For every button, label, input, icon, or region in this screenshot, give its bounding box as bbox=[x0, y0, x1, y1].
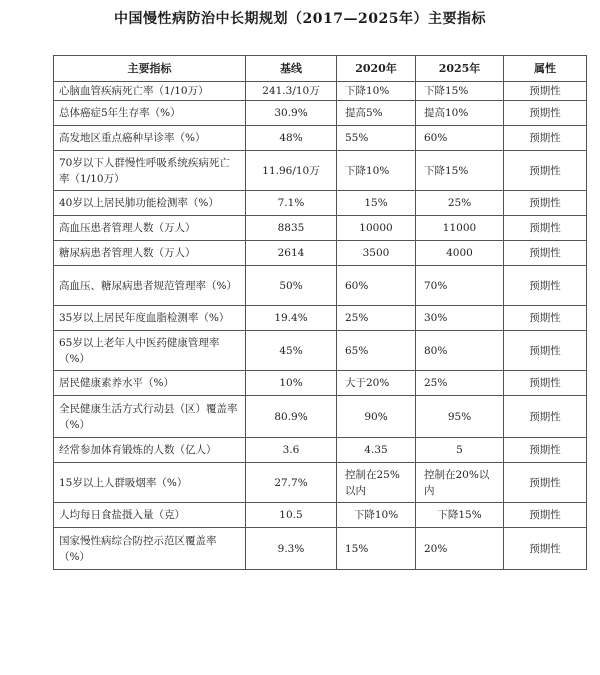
cell-attribute: 预期性 bbox=[504, 528, 587, 570]
cell-attribute: 预期性 bbox=[504, 306, 587, 331]
cell-baseline: 8835 bbox=[246, 216, 337, 241]
cell-2025: 60% bbox=[416, 126, 504, 151]
header-indicator: 主要指标 bbox=[54, 56, 246, 82]
table-row bbox=[54, 503, 587, 528]
cell-2020: 90% bbox=[337, 396, 416, 438]
cell-indicator: 高发地区重点癌种早诊率（%） bbox=[54, 126, 246, 151]
cell-attribute: 预期性 bbox=[504, 151, 587, 191]
cell-baseline: 80.9% bbox=[246, 396, 337, 438]
cell-baseline: 50% bbox=[246, 266, 337, 306]
cell-attribute: 预期性 bbox=[504, 463, 587, 503]
cell-baseline: 10.5 bbox=[246, 503, 337, 528]
cell-attribute: 预期性 bbox=[504, 191, 587, 216]
cell-2020: 下降10% bbox=[337, 82, 416, 101]
cell-2025: 5 bbox=[416, 438, 504, 463]
header-2020: 2020年 bbox=[337, 56, 416, 82]
cell-2025: 提高10% bbox=[416, 101, 504, 126]
cell-attribute: 预期性 bbox=[504, 126, 587, 151]
cell-2025: 70% bbox=[416, 266, 504, 306]
table-row bbox=[54, 463, 587, 503]
cell-indicator: 15岁以上人群吸烟率（%） bbox=[54, 463, 246, 503]
cell-attribute: 预期性 bbox=[504, 396, 587, 438]
cell-indicator: 人均每日食盐摄入量（克） bbox=[54, 503, 246, 528]
cell-indicator: 糖尿病患者管理人数（万人） bbox=[54, 241, 246, 266]
cell-baseline: 19.4% bbox=[246, 306, 337, 331]
table-row bbox=[54, 216, 587, 241]
header-attribute: 属性 bbox=[504, 56, 587, 82]
table-row bbox=[54, 331, 587, 371]
cell-attribute: 预期性 bbox=[504, 266, 587, 306]
cell-attribute: 预期性 bbox=[504, 216, 587, 241]
cell-2020: 15% bbox=[337, 191, 416, 216]
cell-2025: 25% bbox=[416, 191, 504, 216]
table-header-row bbox=[54, 56, 587, 82]
table-row bbox=[54, 151, 587, 191]
cell-indicator: 65岁以上老年人中医药健康管理率（%） bbox=[54, 331, 246, 371]
document-title: 中国慢性病防治中长期规划（2017—2025年）主要指标 bbox=[114, 11, 486, 27]
cell-2020: 大于20% bbox=[337, 371, 416, 396]
cell-indicator: 高血压、糖尿病患者规范管理率（%） bbox=[54, 266, 246, 306]
cell-baseline: 48% bbox=[246, 126, 337, 151]
cell-baseline: 2614 bbox=[246, 241, 337, 266]
table-row bbox=[54, 191, 587, 216]
indicators-table bbox=[53, 55, 587, 570]
table-row bbox=[54, 396, 587, 438]
cell-2025: 20% bbox=[416, 528, 504, 570]
cell-baseline: 10% bbox=[246, 371, 337, 396]
table-row bbox=[54, 241, 587, 266]
table-row bbox=[54, 266, 587, 306]
cell-baseline: 27.7% bbox=[246, 463, 337, 503]
cell-2020: 下降10% bbox=[337, 151, 416, 191]
cell-indicator: 国家慢性病综合防控示范区覆盖率（%） bbox=[54, 528, 246, 570]
table-row bbox=[54, 528, 587, 570]
cell-2025: 4000 bbox=[416, 241, 504, 266]
cell-2025: 11000 bbox=[416, 216, 504, 241]
cell-indicator: 心脑血管疾病死亡率（1/10万） bbox=[54, 82, 246, 101]
cell-attribute: 预期性 bbox=[504, 82, 587, 101]
header-baseline: 基线 bbox=[246, 56, 337, 82]
cell-baseline: 3.6 bbox=[246, 438, 337, 463]
cell-indicator: 35岁以上居民年度血脂检测率（%） bbox=[54, 306, 246, 331]
cell-baseline: 7.1% bbox=[246, 191, 337, 216]
table-row bbox=[54, 126, 587, 151]
cell-baseline: 9.3% bbox=[246, 528, 337, 570]
cell-attribute: 预期性 bbox=[504, 101, 587, 126]
cell-2025: 25% bbox=[416, 371, 504, 396]
table-row bbox=[54, 82, 587, 101]
cell-attribute: 预期性 bbox=[504, 503, 587, 528]
table-body bbox=[54, 82, 587, 570]
cell-2020: 10000 bbox=[337, 216, 416, 241]
cell-2020: 60% bbox=[337, 266, 416, 306]
cell-indicator: 全民健康生活方式行动县（区）覆盖率（%） bbox=[54, 396, 246, 438]
cell-2020: 4.35 bbox=[337, 438, 416, 463]
cell-2020: 55% bbox=[337, 126, 416, 151]
cell-attribute: 预期性 bbox=[504, 241, 587, 266]
cell-2025: 下降15% bbox=[416, 151, 504, 191]
table-row bbox=[54, 438, 587, 463]
cell-2020: 25% bbox=[337, 306, 416, 331]
cell-2020: 3500 bbox=[337, 241, 416, 266]
cell-2020: 控制在25%以内 bbox=[337, 463, 416, 503]
cell-indicator: 总体癌症5年生存率（%） bbox=[54, 101, 246, 126]
cell-baseline: 30.9% bbox=[246, 101, 337, 126]
cell-2020: 提高5% bbox=[337, 101, 416, 126]
cell-indicator: 40岁以上居民肺功能检测率（%） bbox=[54, 191, 246, 216]
cell-2025: 下降15% bbox=[416, 503, 504, 528]
cell-baseline: 11.96/10万 bbox=[246, 151, 337, 191]
cell-indicator: 居民健康素养水平（%） bbox=[54, 371, 246, 396]
table-row bbox=[54, 371, 587, 396]
cell-indicator: 高血压患者管理人数（万人） bbox=[54, 216, 246, 241]
cell-attribute: 预期性 bbox=[504, 331, 587, 371]
table-row bbox=[54, 101, 587, 126]
cell-2025: 80% bbox=[416, 331, 504, 371]
cell-attribute: 预期性 bbox=[504, 438, 587, 463]
cell-2020: 65% bbox=[337, 331, 416, 371]
cell-baseline: 45% bbox=[246, 331, 337, 371]
cell-baseline: 241.3/10万 bbox=[246, 82, 337, 101]
cell-indicator: 经常参加体育锻炼的人数（亿人） bbox=[54, 438, 246, 463]
cell-indicator: 70岁以下人群慢性呼吸系统疾病死亡率（1/10万） bbox=[54, 151, 246, 191]
header-2025: 2025年 bbox=[416, 56, 504, 82]
cell-2025: 95% bbox=[416, 396, 504, 438]
cell-2025: 30% bbox=[416, 306, 504, 331]
cell-attribute: 预期性 bbox=[504, 371, 587, 396]
cell-2025: 控制在20%以内 bbox=[416, 463, 504, 503]
cell-2020: 15% bbox=[337, 528, 416, 570]
cell-2020: 下降10% bbox=[337, 503, 416, 528]
cell-2025: 下降15% bbox=[416, 82, 504, 101]
table-row bbox=[54, 306, 587, 331]
